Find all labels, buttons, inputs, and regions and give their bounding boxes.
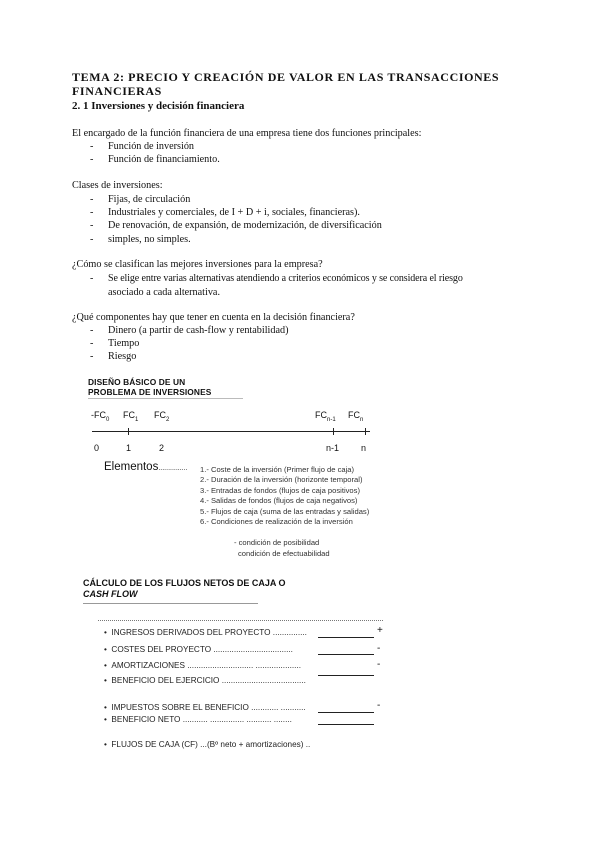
result-line [318,654,374,655]
element-item: 6.- Condiciones de realización de la inversión [200,517,353,526]
cash-flow-label: $FC_2$ [154,410,170,423]
list-item: - Se elige entre varias alternativas atendiendo a criterios económicos y se considera el riesgo [90,273,463,284]
cash-flow-label: $FC_n$ [348,410,364,423]
result-line [318,724,374,725]
cashflow-item: • FLUJOS DE CAJA (CF) ...(Bº neto + amortizaciones) .. [104,740,311,749]
list-item: - Tiempo [90,338,140,349]
operator-sign: - [377,659,381,670]
diagram-title-continued: PROBLEMA DE INVERSIONES [88,387,212,397]
operator-sign: - [377,700,381,711]
cash-flow-label: $FC_{n-1}$ [315,410,336,423]
cashflow-item: • BENEFICIO NETO ........... ............... ........... ........ [104,715,292,724]
elements-label: Elementos............... [104,461,188,473]
components-question: ¿Qué componentes hay que tener en cuenta en la decisión financiera? [72,312,355,323]
divider [88,398,243,399]
divider [83,603,258,604]
dotted-divider [98,620,383,621]
intro-text: El encargado de la función financiera de una empresa tiene dos funciones principales: [72,128,422,139]
element-item: 1.- Coste de la inversión (Primer flujo de caja) [200,465,355,474]
list-item: - Función de financiamiento. [90,154,220,165]
result-line [318,675,374,676]
cashflow-item: • COSTES DEL PROYECTO ................................... [104,645,293,654]
cashflow-item: • AMORTIZACIONES ............................. .................... [104,661,301,670]
timeline-tick [333,428,334,435]
list-item: - De renovación, de expansión, de modernización, de diversificación [90,220,382,231]
timeline-tick [128,428,129,435]
cashflow-title-continued: CASH FLOW [83,589,138,599]
list-item: - Función de inversión [90,141,195,152]
list-item: - Riesgo [90,351,137,362]
period-label: 1 [126,443,132,453]
period-label: 2 [159,443,165,453]
classes-heading: Clases de inversiones: [72,180,163,191]
result-line [318,637,374,638]
element-item: 3.- Entradas de fondos (flujos de caja positivos) [200,486,360,495]
timeline-tick [365,428,366,435]
cash-flow-label: $-FC_0$ [91,410,110,423]
condition-item: - condición de posibilidad [234,538,320,547]
period-label: 0 [94,443,100,453]
result-line [318,712,374,713]
page-title-continued: FINANCIERAS [72,84,162,98]
classify-question: ¿Cómo se clasifican las mejores inversiones para la empresa? [72,259,323,270]
element-item: 2.- Duración de la inversión (horizonte temporal) [200,475,363,484]
element-item: 4.- Salidas de fondos (flujos de caja negativos) [200,496,358,505]
cashflow-item: • INGRESOS DERIVADOS DEL PROYECTO ............... [104,628,307,637]
list-item: - Industriales y comerciales, de I + D + i, sociales, financieras). [90,207,360,218]
operator-sign: + [377,625,383,636]
page-title: TEMA 2: PRECIO Y CREACIÓN DE VALOR EN LAS TRANSACCIONES [72,70,500,84]
period-label: n-1 [326,443,340,453]
timeline-axis [92,431,370,432]
cashflow-item: • BENEFICIO DEL EJERCICIO ..................................... [104,676,306,685]
cashflow-title: CÁLCULO DE LOS FLUJOS NETOS DE CAJA O [83,578,286,588]
period-label: n [361,443,367,453]
element-item: 5.- Flujos de caja (suma de las entradas y salidas) [200,507,370,516]
section-heading: 2. 1 Inversiones y decisión financiera [72,100,245,112]
operator-sign: - [377,643,381,654]
diagram-title: DISEÑO BÁSICO DE UN [88,377,186,387]
cash-flow-label: $FC_1$ [123,410,139,423]
list-item: - Fijas, de circulación [90,194,191,205]
cashflow-item: • IMPUESTOS SOBRE EL BENEFICIO ............ ........... [104,703,306,712]
list-item: - simples, no simples. [90,234,191,245]
list-item: - Dinero (a partir de cash-flow y rentabilidad) [90,325,289,336]
condition-item: condición de efectuabilidad [238,549,330,558]
list-item-continued: asociado a cada alternativa. [108,287,220,298]
